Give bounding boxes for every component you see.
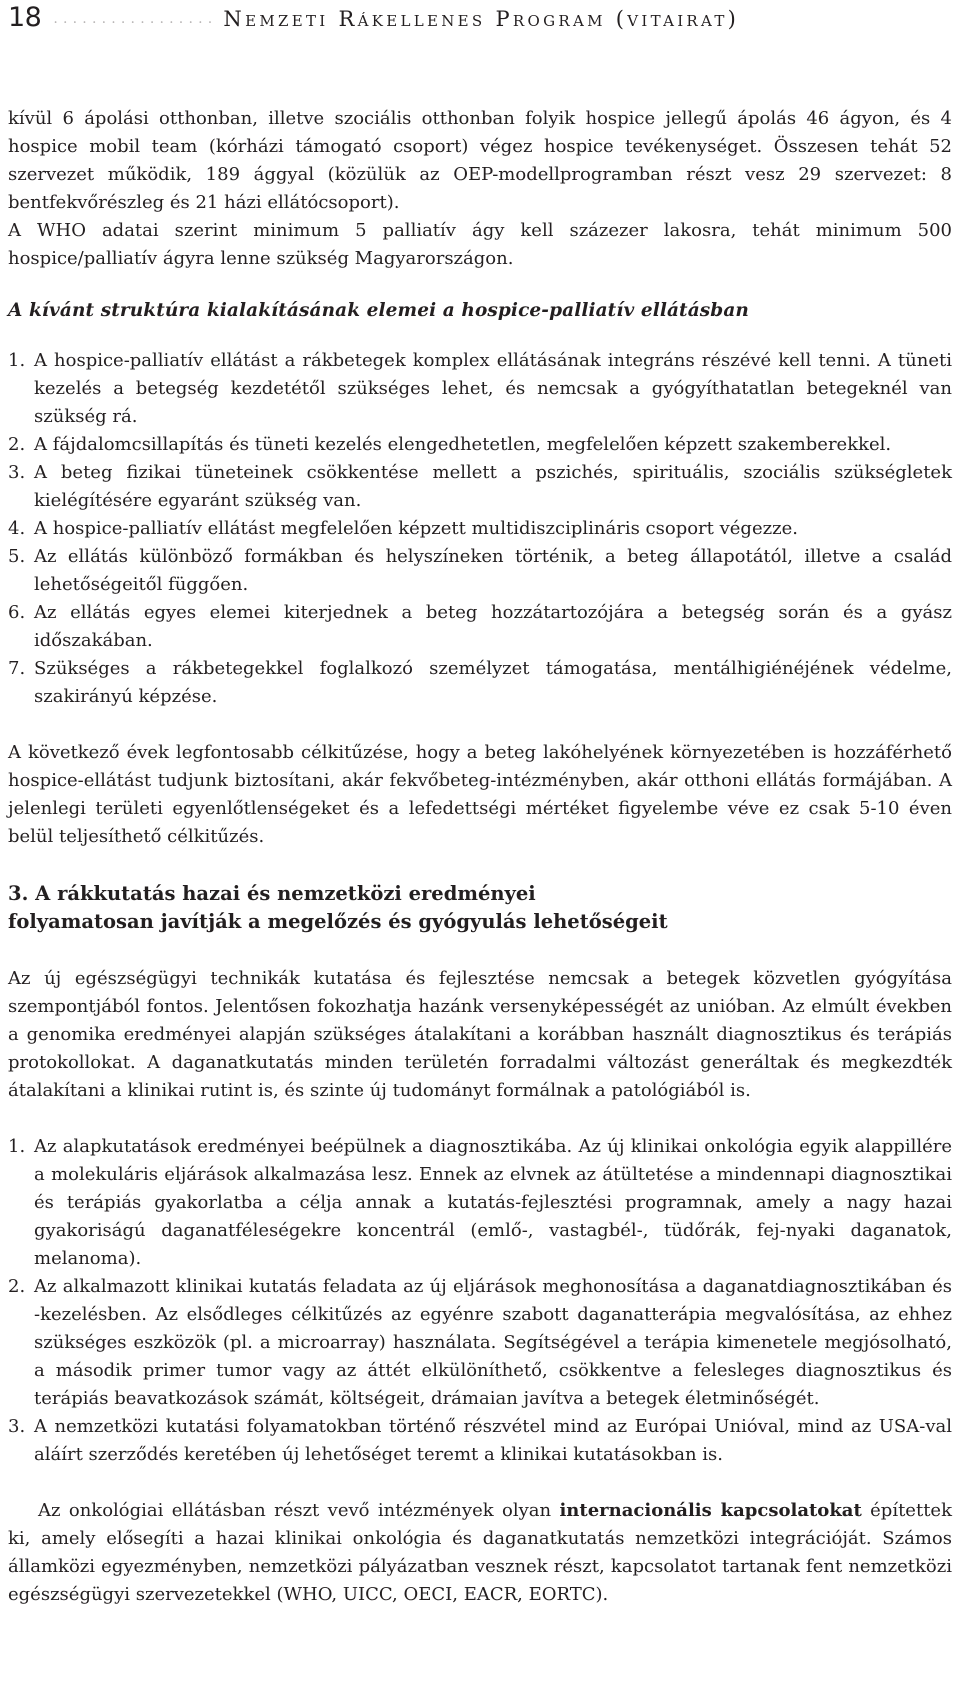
page-header (8, 2, 952, 42)
research-list (8, 1133, 952, 1469)
list-item (8, 543, 952, 599)
list-item (8, 1133, 952, 1273)
intro-paragraph-1: kívül 6 ápolási otthonban, illetve szociális otthonban folyik hospice jellegű ápolás 46 ágyon, és 4 hospice mobil team (kórházi támogató csoport) végez hospice tevékenységet. Összesen tehát 52 szervezet működik, 189 ággyal (közülük az OEP-modellprogramban részt vesz 29 szervezet: 8 bentfekvőrészleg és 21 házi ellátócsoport). (8, 108, 952, 213)
page-number: 18 (8, 2, 42, 33)
list-number: 6. (8, 602, 26, 623)
running-title: Nemzeti Rákellenes Program (vitairat) (223, 7, 740, 31)
list-item (8, 347, 952, 431)
page-body (8, 105, 952, 1609)
list-number: 3. (8, 1416, 26, 1437)
section-3-heading (8, 880, 952, 936)
list-number: 5. (8, 546, 26, 567)
list-number: 3. (8, 462, 26, 483)
list-text: A beteg fizikai tüneteinek csökkentése mellett a pszichés, spirituális, szociális szükségletek kielégítésére egyaránt szükség van. (34, 462, 952, 511)
closing-paragraph: A következő évek legfontosabb célkitűzése, hogy a beteg lakóhelyének környezetében is hozzáférhető hospice-ellátást tudjunk biztosítani, akár fekvőbeteg-intézményben, akár otthoni ellátás formájában. A jelenlegi területi egyenlőtlenségeket és a lefedettségi mértéket figyelembe véve ez csak 5-10 éven belül teljesíthető célkitűzés. (8, 742, 952, 847)
section-3-paragraph-1: Az új egészségügyi technikák kutatása és fejlesztése nemcsak a betegek közvetlen gyógyítása szempontjából fontos. Jelentősen fokozhatja hazánk versenyképességét az unióban. Az elmúlt években a genomika eredményei alapján szükséges átalakítani a korábban használt diagnosztikus és terápiás protokollokat. A daganatkutatás minden területén forradalmi változást generáltak és megkezdték átalakítani a klinikai rutint is, és szinte új tudományt formálnak a patológiából is. (8, 968, 952, 1101)
list-text: Az alkalmazott klinikai kutatás feladata az új eljárások meghonosítása a daganatdiagnosztikában és -kezelésben. Az elsődleges célkitűzés az egyénre szabott daganatterápia megvalósítása, az ehhez szükséges eszközök (pl. a microarray) használata. Segítségével a terápia kimenetele megjósolható, a második primer tumor vagy az áttét elkülöníthető, csökkentve a felesleges diagnosztikus és terápiás beavatkozások számát, költségeit, drámaian javítva a betegek életminőségét. (34, 1276, 952, 1409)
list-text: Az ellátás egyes elemei kiterjednek a beteg hozzátartozójára a betegség során és a gyász időszakában. (34, 602, 952, 651)
list-item (8, 1413, 952, 1469)
section-3-heading-line-2: folyamatosan javítják a megelőzés és gyógyulás lehetőségeit (8, 910, 668, 933)
intro-paragraph-2: A WHO adatai szerint minimum 5 palliatív ágy kell százezer lakosra, tehát minimum 500 hospice/palliatív ágyra lenne szükség Magyarországon. (8, 220, 952, 269)
paragraph-text-start: Az onkológiai ellátásban részt vevő intézmények olyan (38, 1500, 560, 1521)
list-item (8, 599, 952, 655)
list-text: A hospice-palliatív ellátást megfelelően képzett multidiszciplináris csoport végezze. (34, 518, 798, 539)
list-number: 1. (8, 1136, 26, 1157)
list-item (8, 459, 952, 515)
section-3-paragraph-2 (8, 1497, 952, 1609)
list-number: 2. (8, 434, 26, 455)
list-item (8, 431, 952, 459)
emphasis-text: internacionális kapcsolatokat (559, 1500, 862, 1521)
leader-dots: ................. (53, 11, 218, 27)
list-text: Az alapkutatások eredményei beépülnek a diagnosztikába. Az új klinikai onkológia egyik alappillére a molekuláris eljárások alkalmazása lesz. Ennek az elvnek az átültetése a mindennapi diagnosztikai és terápiás gyakorlatba a célja annak a kutatás-fejlesztési programnak, amely a nagy hazai gyakoriságú daganatféleségekre koncentrál (emlő-, vastagbél-, tüdőrák, fej-nyaki daganatok, melanoma). (34, 1136, 952, 1269)
list-text: Az ellátás különböző formákban és helyszíneken történik, a beteg állapotától, illetve a család lehetőségeitől függően. (34, 546, 952, 595)
list-text: A hospice-palliatív ellátást a rákbetegek komplex ellátásának integráns részévé kell tenni. A tüneti kezelés a betegség kezdetétől szükséges lehet, és nemcsak a gyógyíthatatlan betegeknél van szükség rá. (34, 350, 952, 427)
list-item (8, 1273, 952, 1413)
structure-list (8, 347, 952, 711)
section-3-heading-line-1: 3. A rákkutatás hazai és nemzetközi eredményei (8, 882, 536, 905)
subsection-heading: A kívánt struktúra kialakításának elemei a hospice-palliatív ellátásban (8, 300, 749, 321)
list-text: A nemzetközi kutatási folyamatokban történő részvétel mind az Európai Unióval, mind az USA-val aláírt szerződés keretében új lehetőséget teremt a klinikai kutatásokban is. (34, 1416, 952, 1465)
list-item (8, 655, 952, 711)
list-item (8, 515, 952, 543)
list-number: 7. (8, 658, 26, 679)
list-number: 2. (8, 1276, 26, 1297)
paragraph-text-end: építettek ki, amely elősegíti a hazai klinikai onkológia és daganatkutatás nemzetközi integrációját. Számos államközi egyezményben, nemzetközi pályázatban vesznek részt, kapcsolatot tartanak fent nemzetközi egészségügyi szervezetekkel (WHO, UICC, OECI, EACR, EORTC). (8, 1500, 952, 1605)
list-text: A fájdalomcsillapítás és tüneti kezelés elengedhetetlen, megfelelően képzett szakemberekkel. (34, 434, 892, 455)
list-number: 4. (8, 518, 26, 539)
list-number: 1. (8, 350, 26, 371)
list-text: Szükséges a rákbetegekkel foglalkozó személyzet támogatása, mentálhigiénéjének védelme, szakirányú képzése. (34, 658, 952, 707)
